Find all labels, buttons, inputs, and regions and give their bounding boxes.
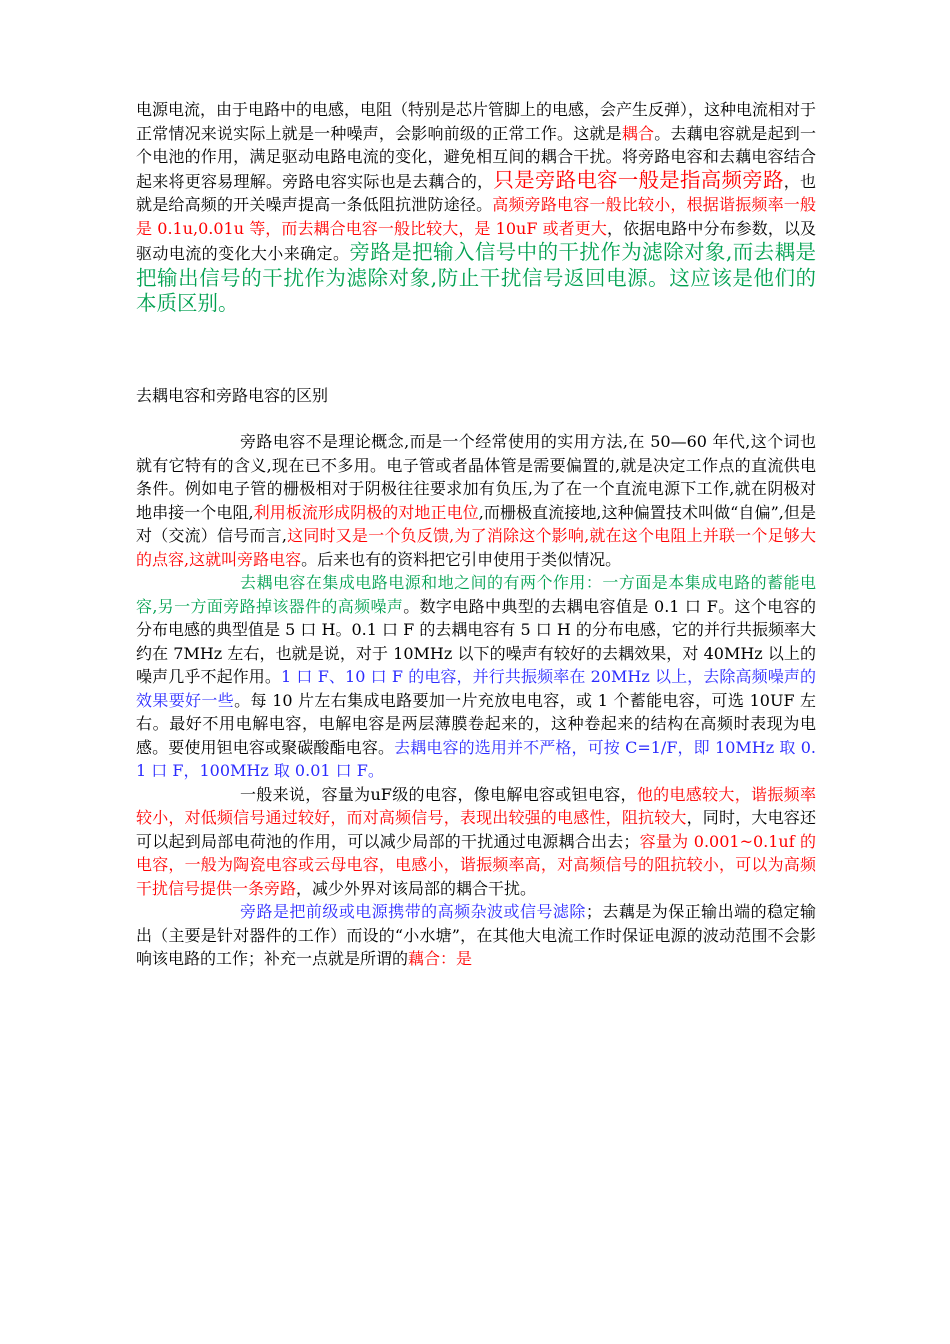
para4-text-1: 一般来说，容量为uF级的电容，像电解电容或钽电容， <box>240 784 637 804</box>
para1-text-4: ，依据电路中分布参数，以及驱动电流的变化大小来确定。 <box>136 218 816 263</box>
para4-highlight-2: 容量为 0.001~0.1uf 的电容，一般为陶瓷电容或云母电容，电感小，谐振频率高，对高频信号的阻抗较小，可以为高频干扰信号提供一条旁路 <box>136 831 816 898</box>
para3-highlight-1: 去耦电容在集成电路电源和地之间的有两个作用：一方面是本集成电路的蓄能电容,另一方面旁路掉该器件的高频噪声 <box>136 573 816 616</box>
para5-text-1: ；去藕是为保正输出端的稳定输出（主要是针对器件的工作）而设的“小水塘”，在其他大电流工作时保证电源的波动范围不会影响该电路的工作；补充一点就是所谓的 <box>136 902 816 968</box>
section-heading: 去耦电容和旁路电容的区别 <box>136 386 329 405</box>
para1-text-2: 。去藕电容就是起到一个电池的作用，满足驱动电路电流的变化，避免相互间的耦合干扰。将旁路电容和去藕电容结合起来将更容易理解。旁路电容实际也是去藕合的， <box>136 123 816 191</box>
para4-highlight-1: 他的电感较大，谐振频率较小，对低频信号通过较好，而对高频信号，表现出较强的电感性，阻抗较大 <box>136 784 816 827</box>
para3-text-1: 。数字电路中典型的去耦电容值是 0.1 口 F。这个电容的分布电感的典型值是 5 口 H。0.1 口 F 的去耦电容有 5 口 H 的分布电感，它的并行共振频率大约在 7MHz 左右，也就是说，对于 10MHz 以下的噪声有较好的去耦效果，对 40MHz 以上的噪声几乎不起作用。 <box>136 596 816 686</box>
para1-highlight-values: 高频旁路电容一般比较小，根据谐振频率一般是 0.1u,0.01u 等，而去耦合电容一般比较大，是 10uF 或者更大 <box>136 195 816 238</box>
paragraph-group <box>136 430 816 971</box>
para1-highlight-essence: 旁路是把输入信号中的干扰作为滤除对象,而去耦是把输出信号的干扰作为滤除对象,防止干扰信号返回电源。这应该是他们的本质区别。 <box>136 240 816 315</box>
para4-text-3: ，减少外界对该局部的耦合干扰。 <box>296 878 537 898</box>
para3-highlight-2: 1 口 F、10 口 F 的电容，并行共振频率在 20MHz 以上，去除高频噪声的效果要好一些 <box>136 667 816 710</box>
para2-highlight-2: 这同时又是一个负反馈,为了消除这个影响,就在这个电阻上并联一个足够大的点容,这就叫旁路电容 <box>136 526 816 569</box>
para3-highlight-3: 去耦电容的选用并不严格，可按 C=1/F，即 10MHz 取 0.1 口 F，100MHz 取 0.01 口 F。 <box>136 737 816 780</box>
para4-text-2: ，同时，大电容还可以起到局部电荷池的作用，可以减少局部的干扰通过电源耦合出去； <box>136 808 816 851</box>
para3-text-2: 。每 10 片左右集成电路要加一片充放电电容，或 1 个蓄能电容，可选 10UF 左右。最好不用电解电容，电解电容是两层薄膜卷起来的，这种卷起来的结构在高频时表现为电感。要使用钽电容或聚碳酸酯电容。 <box>136 690 816 757</box>
para5-trailing: ：是 <box>440 949 473 968</box>
para2-text-3: 。后来也有的资料把它引申使用于类似情况。 <box>301 549 622 569</box>
paragraph-bypass-history <box>136 430 816 571</box>
paragraph-capacitance-types <box>136 783 816 901</box>
para2-text-1: 旁路电容不是理论概念,而是一个经常使用的实用方法,在 50—60 年代,这个词也就有它特有的含义,现在已不多用。电子管或者晶体管是需要偏置的,就是决定工作点的直流供电条件。例如电子管的栅极相对于阴极往往要求加有负压,为了在一个直流电源下工作,就在阴极对地串接一个电阻, <box>136 432 816 522</box>
para1-highlight-bypass: 只是旁路电容一般是指高频旁路 <box>493 167 784 192</box>
paragraph-bypass-vs-decouple <box>136 900 816 971</box>
para1-text-1: 电源电流，由于电路中的电感，电阻（特别是芯片管脚上的电感，会产生反弹），这种电流相对于正常情况来说实际上就是一种噪声，会影响前级的正常工作。这就是 <box>136 100 817 143</box>
para2-text-2: ,而栅极直流接地,这种偏置技术叫做“自偏”,但是对（交流）信号而言, <box>136 502 816 545</box>
para2-highlight-1: 利用板流形成阴极的对地正电位 <box>253 502 479 522</box>
para5-coupling-term: 藕合 <box>408 949 441 968</box>
paragraph-decoupling-role <box>136 571 816 783</box>
para5-highlight-1: 旁路是把前级或电源携带的高频杂波或信号滤除 <box>240 902 586 921</box>
para1-coupling-term: 耦合 <box>621 123 655 143</box>
para1-text-3: ，也就是给高频的开关噪声提高一条低阻抗泄防途径。 <box>136 171 816 214</box>
paragraph-coupling-intro <box>136 98 816 317</box>
